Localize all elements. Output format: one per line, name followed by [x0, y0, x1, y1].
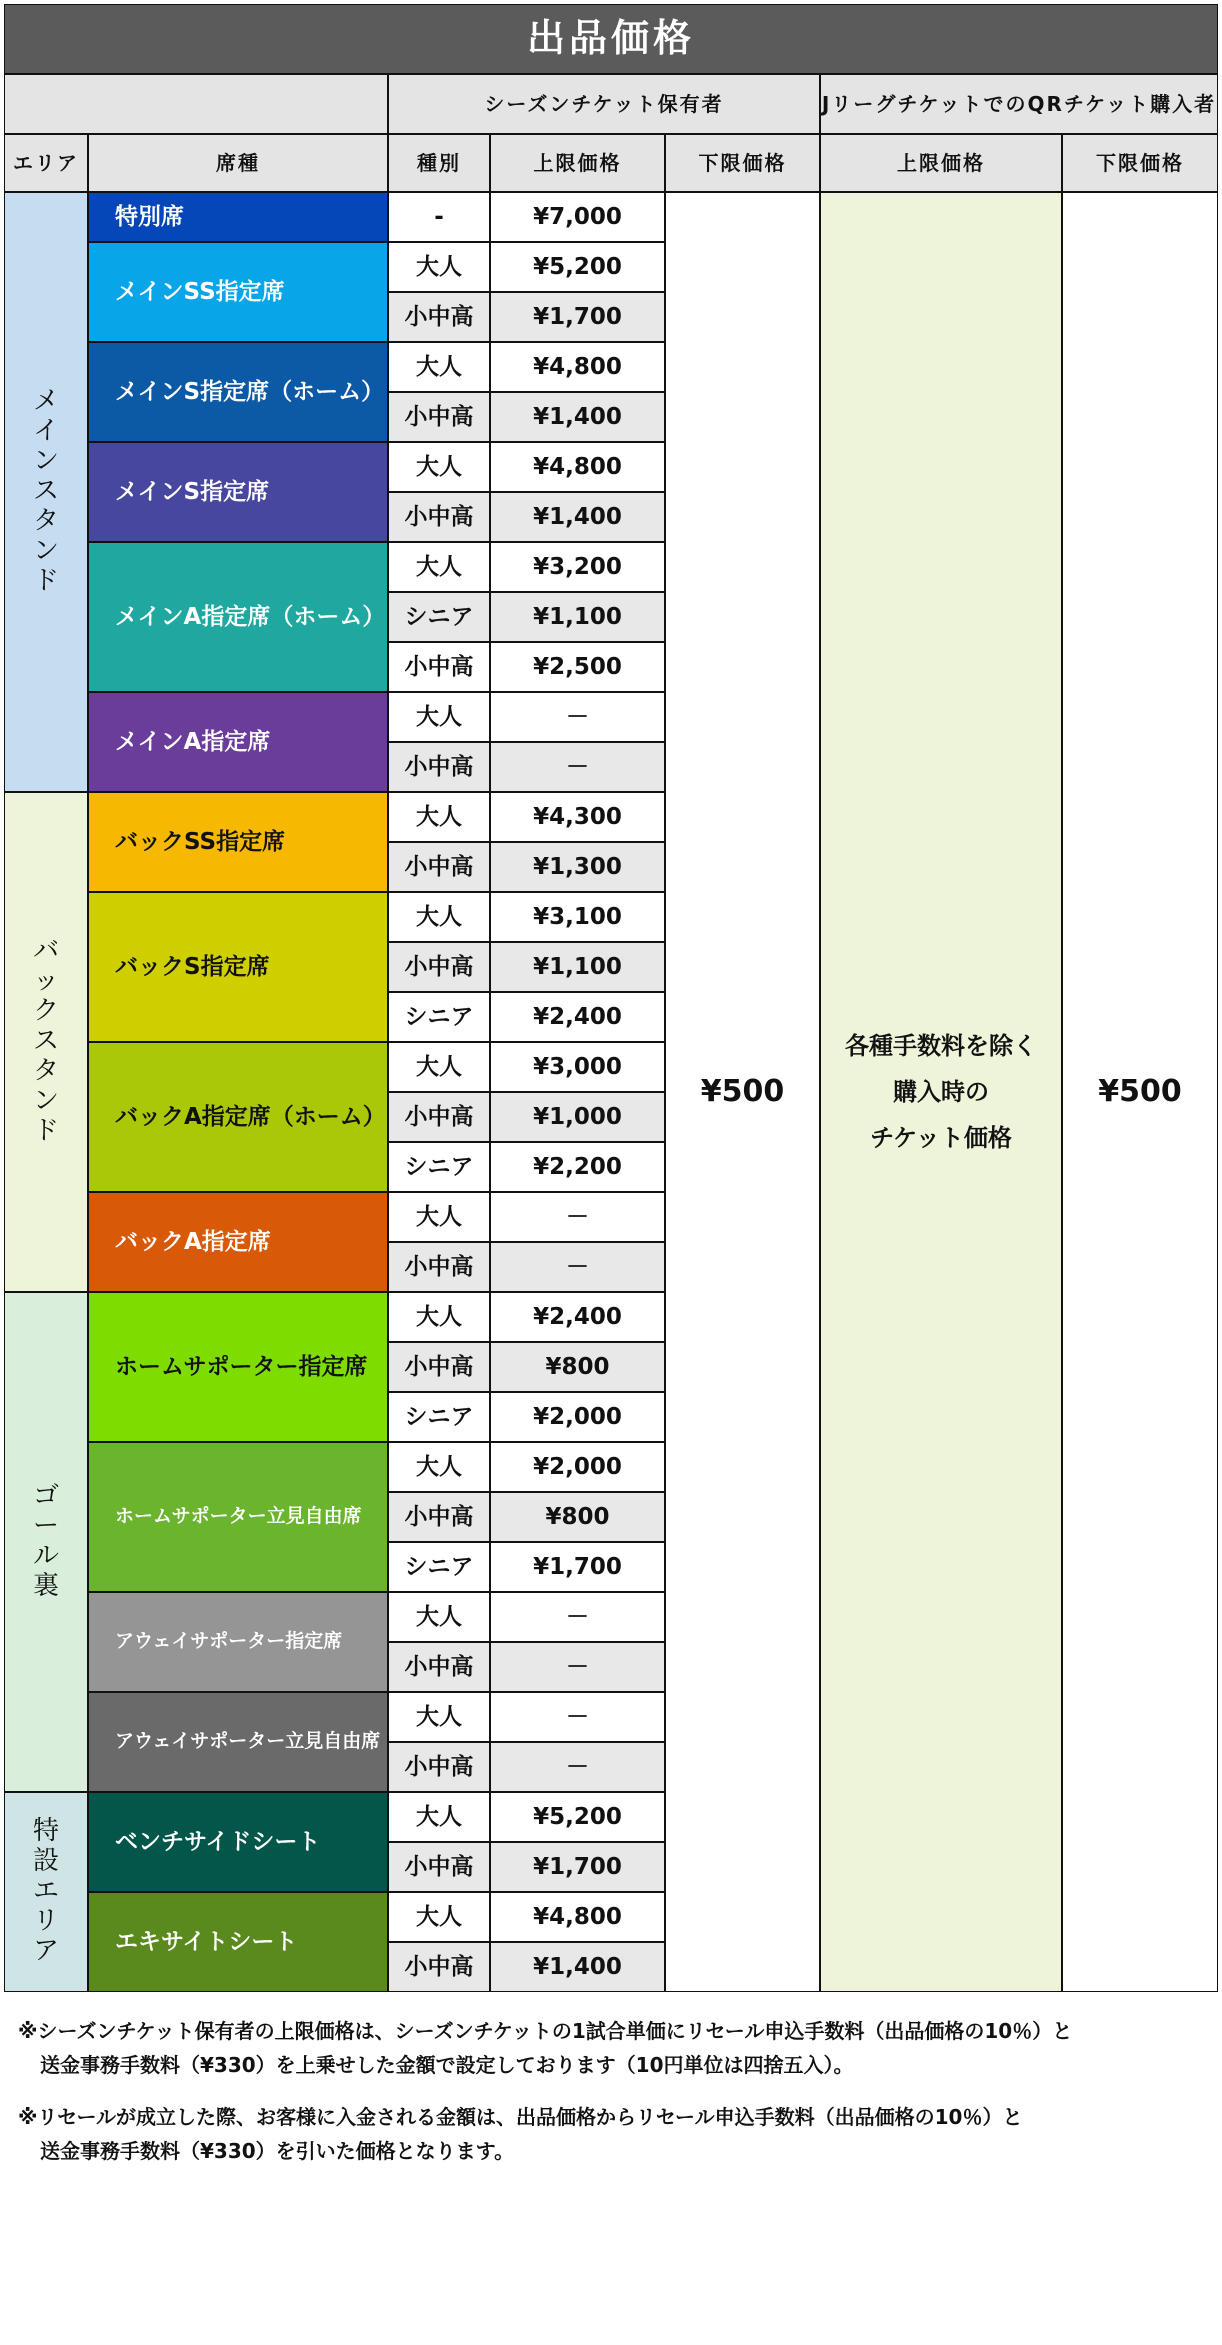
- ticket-kind: シニア: [389, 593, 489, 641]
- ticket-kind: 小中高: [389, 1843, 489, 1891]
- area-label: [5, 793, 87, 1291]
- area-label-char: ー: [32, 1511, 59, 1542]
- qr-lower-price-value: ¥500: [1063, 193, 1217, 1991]
- ticket-kind: シニア: [389, 1143, 489, 1191]
- area-label-char: ド: [32, 565, 59, 596]
- upper-price: ¥2,200: [491, 1143, 664, 1191]
- upper-price: ¥1,100: [491, 943, 664, 991]
- area-label-char: バ: [32, 936, 59, 967]
- header-jleague-qr: JリーグチケットでのQRチケット購入者: [821, 75, 1217, 133]
- area-label-char: エ: [32, 1876, 59, 1907]
- upper-price: ¥3,000: [491, 1043, 664, 1091]
- ticket-kind: 大人: [389, 443, 489, 491]
- upper-price: －: [491, 743, 664, 791]
- column-header-upper: 上限価格: [491, 135, 664, 191]
- area-label-char: イ: [32, 416, 59, 447]
- ticket-kind: 大人: [389, 1893, 489, 1941]
- seat-type: ホームサポーター立見自由席: [89, 1443, 387, 1591]
- upper-price: ¥1,700: [491, 1843, 664, 1891]
- area-label-char: ス: [32, 476, 59, 507]
- seat-type: アウェイサポーター指定席: [89, 1593, 387, 1691]
- upper-price: ¥1,000: [491, 1093, 664, 1141]
- area-label-char: ッ: [32, 966, 59, 997]
- seat-type: ベンチサイドシート: [89, 1793, 387, 1891]
- upper-price: ¥4,300: [491, 793, 664, 841]
- ticket-kind: シニア: [389, 1393, 489, 1441]
- ticket-kind: 大人: [389, 243, 489, 291]
- area-label: [5, 1293, 87, 1791]
- area-label-char: ン: [32, 446, 59, 477]
- area-label-char: ン: [32, 1085, 59, 1116]
- seat-type: アウェイサポーター立見自由席: [89, 1693, 387, 1791]
- footnote-line: 送金事務手数料（¥330）を引いた価格となります。: [40, 2139, 515, 2163]
- area-label-char: リ: [32, 1905, 59, 1936]
- upper-price: ¥2,400: [491, 993, 664, 1041]
- seat-type: メインA指定席（ホーム）: [89, 543, 387, 691]
- ticket-kind: 小中高: [389, 1643, 489, 1691]
- ticket-kind: 小中高: [389, 493, 489, 541]
- seat-type: バックS指定席: [89, 893, 387, 1041]
- upper-price: ¥5,200: [491, 243, 664, 291]
- area-label-char: ア: [32, 1935, 59, 1966]
- area-label: [5, 193, 87, 791]
- column-header-kind: 種別: [389, 135, 489, 191]
- upper-price: －: [491, 1693, 664, 1741]
- seat-type: バックA指定席: [89, 1193, 387, 1291]
- seat-type: 特別席: [89, 193, 387, 241]
- upper-price: ¥2,500: [491, 643, 664, 691]
- area-label-char: タ: [32, 1055, 59, 1086]
- lower-price-value: ¥500: [666, 193, 819, 1991]
- area-label-char: ク: [32, 996, 59, 1027]
- column-header-area: エリア: [5, 135, 87, 191]
- ticket-kind: 小中高: [389, 1243, 489, 1291]
- footnote: [18, 2014, 1198, 2082]
- ticket-kind: 小中高: [389, 643, 489, 691]
- upper-price: －: [491, 1643, 664, 1691]
- ticket-kind: 大人: [389, 543, 489, 591]
- ticket-kind: 大人: [389, 793, 489, 841]
- ticket-kind: シニア: [389, 993, 489, 1041]
- area-label-char: ゴ: [32, 1481, 59, 1512]
- ticket-kind: 小中高: [389, 1493, 489, 1541]
- seat-type: メインA指定席: [89, 693, 387, 791]
- qr-upper-price-note: [821, 193, 1061, 1991]
- ticket-kind: 大人: [389, 343, 489, 391]
- ticket-kind: -: [389, 193, 489, 241]
- ticket-kind: 大人: [389, 1593, 489, 1641]
- ticket-kind: 大人: [389, 1043, 489, 1091]
- upper-price: ¥3,200: [491, 543, 664, 591]
- column-header-lower: 下限価格: [666, 135, 819, 191]
- seat-type: エキサイトシート: [89, 1893, 387, 1991]
- upper-price: －: [491, 1193, 664, 1241]
- header-blank: [5, 75, 387, 133]
- seat-type: バックSS指定席: [89, 793, 387, 891]
- upper-price: －: [491, 693, 664, 741]
- column-header-seat: 席種: [89, 135, 387, 191]
- ticket-kind: 小中高: [389, 393, 489, 441]
- upper-price: ¥800: [491, 1493, 664, 1541]
- footnote-line: ※リセールが成立した際、お客様に入金される金額は、出品価格からリセール申込手数料（出品価格の10％）と: [18, 2105, 1023, 2129]
- ticket-kind: 大人: [389, 1793, 489, 1841]
- upper-price: －: [491, 1243, 664, 1291]
- seat-type: メインSS指定席: [89, 243, 387, 341]
- area-label-char: タ: [32, 505, 59, 536]
- seat-type: メインS指定席（ホーム）: [89, 343, 387, 441]
- upper-price: ¥7,000: [491, 193, 664, 241]
- upper-price: ¥1,100: [491, 593, 664, 641]
- area-label-char: メ: [32, 386, 59, 417]
- ticket-kind: 大人: [389, 1443, 489, 1491]
- footnotes: [18, 2014, 1198, 2186]
- upper-price: ¥4,800: [491, 443, 664, 491]
- upper-price: ¥1,700: [491, 293, 664, 341]
- upper-price: －: [491, 1593, 664, 1641]
- upper-price: ¥2,000: [491, 1393, 664, 1441]
- ticket-kind: 大人: [389, 1693, 489, 1741]
- page-title: 出品価格: [5, 5, 1217, 73]
- upper-price: ¥1,400: [491, 493, 664, 541]
- upper-price: ¥4,800: [491, 343, 664, 391]
- area-label-char: ス: [32, 1026, 59, 1057]
- area-label-char: 裏: [32, 1570, 59, 1601]
- upper-price: ¥1,400: [491, 1943, 664, 1991]
- ticket-kind: 小中高: [389, 1743, 489, 1791]
- ticket-kind: 小中高: [389, 743, 489, 791]
- column-header-qr-upper: 上限価格: [821, 135, 1061, 191]
- qr-upper-note-line: 購入時の: [893, 1078, 989, 1106]
- upper-price: ¥2,000: [491, 1443, 664, 1491]
- qr-upper-note-line: チケット価格: [870, 1124, 1012, 1152]
- area-label-char: 特: [32, 1816, 59, 1847]
- upper-price: ¥800: [491, 1343, 664, 1391]
- upper-price: ¥1,300: [491, 843, 664, 891]
- area-label-char: ル: [32, 1541, 59, 1571]
- qr-upper-note-line: 各種手数料を除く: [845, 1032, 1037, 1060]
- upper-price: ¥4,800: [491, 1893, 664, 1941]
- header-season-holder: シーズンチケット保有者: [389, 75, 819, 133]
- area-label-char: 設: [32, 1846, 59, 1877]
- price-table: [4, 4, 1218, 1992]
- ticket-kind: 大人: [389, 1293, 489, 1341]
- ticket-kind: 大人: [389, 893, 489, 941]
- area-label: [5, 1793, 87, 1991]
- ticket-kind: 大人: [389, 693, 489, 741]
- ticket-kind: 小中高: [389, 943, 489, 991]
- upper-price: －: [491, 1743, 664, 1791]
- area-label-char: ド: [32, 1115, 59, 1146]
- upper-price: ¥2,400: [491, 1293, 664, 1341]
- ticket-kind: 小中高: [389, 843, 489, 891]
- column-header-qr-lower: 下限価格: [1063, 135, 1217, 191]
- ticket-kind: 小中高: [389, 1943, 489, 1991]
- seat-type: ホームサポーター指定席: [89, 1293, 387, 1441]
- area-label-char: ン: [32, 535, 59, 566]
- seat-type: バックA指定席（ホーム）: [89, 1043, 387, 1191]
- upper-price: ¥1,400: [491, 393, 664, 441]
- ticket-kind: 小中高: [389, 1093, 489, 1141]
- upper-price: ¥1,700: [491, 1543, 664, 1591]
- footnote-line: ※シーズンチケット保有者の上限価格は、シーズンチケットの1試合単価にリセール申込手数料（出品価格の10％）と: [18, 2019, 1073, 2043]
- ticket-kind: 小中高: [389, 293, 489, 341]
- upper-price: ¥3,100: [491, 893, 664, 941]
- upper-price: ¥5,200: [491, 1793, 664, 1841]
- seat-type: メインS指定席: [89, 443, 387, 541]
- footnote-line: 送金事務手数料（¥330）を上乗せした金額で設定しております（10円単位は四捨五入）。: [40, 2053, 854, 2077]
- ticket-kind: シニア: [389, 1543, 489, 1591]
- ticket-kind: 大人: [389, 1193, 489, 1241]
- ticket-kind: 小中高: [389, 1343, 489, 1391]
- footnote: [18, 2100, 1198, 2168]
